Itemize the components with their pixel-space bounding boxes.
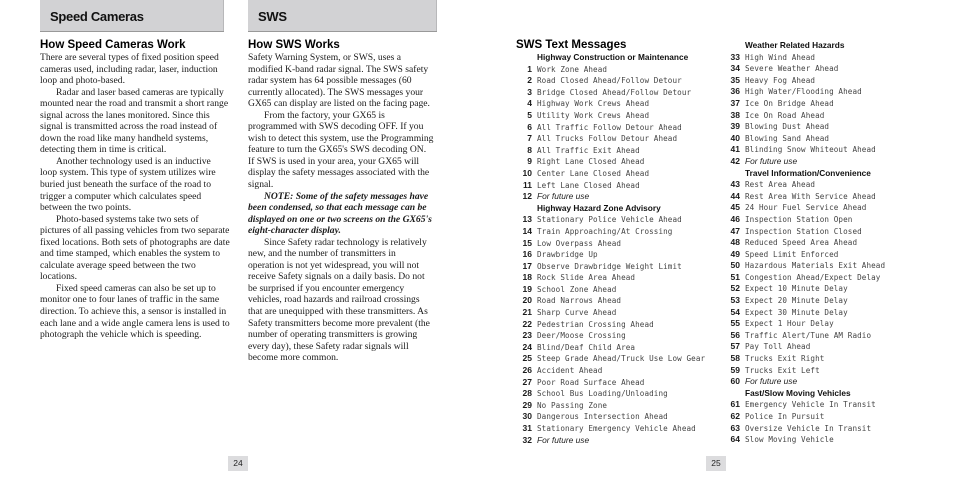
message-row [724, 121, 939, 133]
message-row [724, 63, 939, 75]
message-number: 10 [522, 167, 532, 178]
message-row [516, 122, 721, 134]
message-number: 40 [730, 132, 740, 143]
message-text: Poor Road Surface Ahead [537, 377, 645, 387]
message-text: Rest Area Ahead [745, 180, 816, 190]
sws-note: NOTE: Some of the safety messages have been condensed, so that each message can be displayed on one or two screens on the GX65's eight-character display. [248, 190, 432, 237]
message-category-header: Fast/Slow Moving Vehicles [745, 387, 851, 398]
message-row [516, 353, 721, 365]
speed-cameras-paragraph-4: Photo-based systems take two sets of pictures of all passing vehicles from two separate fixed locations. Both sets of photographs are date and time stamped, which enables the system to calculate average speed between the two locations. [40, 213, 230, 283]
message-text: Expect 20 Minute Delay [745, 296, 848, 306]
message-row [724, 202, 939, 214]
message-text: Severe Weather Ahead [745, 64, 839, 74]
message-number: 15 [522, 237, 532, 248]
message-text: Road Narrows Ahead [537, 296, 622, 306]
message-row [724, 434, 939, 446]
message-row [724, 237, 939, 249]
message-number: 41 [730, 144, 740, 155]
speed-cameras-paragraph-5: Fixed speed cameras can also be set up to monitor one to four lanes of traffic in the same direction. To achieve this, a sensor is installed in each lane and a wide angle camera lens is used to photograph the vehicle which is speeding. [40, 282, 230, 341]
speed-cameras-column [40, 39, 230, 341]
speed-cameras-paragraph-2: Radar and laser based cameras are typically mounted near the road and transmit a short range signal across the lanes monitored. Since this signal is transmitted across the road instead of down the road like many handheld systems, detecting them in time is critical. [40, 86, 229, 156]
sws-messages-heading: SWS Text Messages [516, 39, 627, 51]
message-text: Stationary Police Vehicle Ahead [537, 215, 682, 225]
message-number: 2 [527, 75, 532, 86]
page-number-left: 24 [228, 456, 248, 471]
message-number: 3 [527, 86, 532, 97]
message-number: 9 [527, 156, 532, 167]
message-text: Ice On Road Ahead [745, 110, 825, 120]
message-row [516, 388, 721, 400]
message-row [516, 272, 721, 284]
message-text: Reduced Speed Area Ahead [745, 238, 858, 248]
message-text: Observe Drawbridge Weight Limit [537, 261, 682, 271]
message-row [516, 400, 721, 412]
message-number: 11 [523, 179, 532, 190]
message-text: Accident Ahead [537, 366, 603, 376]
message-text: Blowing Dust Ahead [745, 122, 830, 132]
message-number: 8 [527, 144, 532, 155]
message-text: Dangerous Intersection Ahead [537, 412, 668, 422]
message-text: All Traffic Follow Detour Ahead [537, 122, 682, 132]
message-number: 45 [730, 202, 740, 213]
message-row [516, 110, 721, 122]
message-row [724, 295, 939, 307]
message-number: 51 [730, 271, 740, 282]
sws-paragraph-2: From the factory, your GX65 is programmed with SWS decoding OFF. If you wish to detect this system, use the Programming feature to turn the GX65's SWS decoding ON. If SWS is used in your area, your GX65 will display the safety messages associated with the signal. [248, 109, 434, 191]
message-text: Sharp Curve Ahead [537, 308, 617, 318]
message-text: Right Lane Closed Ahead [537, 157, 645, 167]
message-row [724, 226, 939, 238]
message-row [724, 365, 939, 377]
message-text: Blowing Sand Ahead [745, 133, 830, 143]
message-text: Inspection Station Closed [745, 226, 862, 236]
message-number: 27 [522, 376, 532, 387]
message-number: 35 [730, 74, 740, 85]
message-row [724, 330, 939, 342]
message-number: 60 [730, 376, 740, 387]
message-number: 42 [730, 155, 740, 166]
message-number: 47 [730, 225, 740, 236]
message-text: High Water/Flooding Ahead [745, 87, 862, 97]
message-number: 28 [522, 388, 532, 399]
message-number: 33 [730, 51, 740, 62]
message-text: Pay Toll Ahead [745, 342, 811, 352]
message-number: 59 [730, 364, 740, 375]
message-row [724, 249, 939, 261]
message-text: Center Lane Closed Ahead [537, 168, 650, 178]
message-row [516, 133, 721, 145]
message-text: Steep Grade Ahead/Truck Use Low Gear [537, 354, 706, 364]
message-row [724, 376, 939, 388]
message-row [724, 214, 939, 226]
message-number: 23 [522, 330, 532, 341]
message-text: Expect 30 Minute Delay [745, 307, 848, 317]
sws-messages-list-right [724, 40, 939, 446]
message-number: 55 [730, 318, 740, 329]
message-row [516, 377, 721, 389]
message-number: 34 [730, 63, 740, 74]
message-number: 30 [522, 411, 532, 422]
message-row [724, 423, 939, 435]
speed-cameras-paragraph-3: Another technology used is an inductive loop system. This type of system utilizes wire buried just beneath the surface of the road to trigger a computer which calculates speed between the two points. [40, 155, 216, 214]
sws-tab-title: SWS [258, 9, 287, 24]
message-row [724, 86, 939, 98]
message-future-use: For future use [537, 191, 590, 202]
speed-cameras-tab-title: Speed Cameras [50, 9, 144, 24]
message-number: 6 [527, 121, 532, 132]
message-text: Highway Work Crews Ahead [537, 99, 650, 109]
message-text: Heavy Fog Ahead [745, 75, 816, 85]
message-text: Drawbridge Up [537, 250, 598, 260]
message-number: 38 [730, 109, 740, 120]
message-future-use: For future use [745, 376, 798, 387]
message-row [516, 87, 721, 99]
message-number: 53 [730, 295, 740, 306]
message-row [516, 342, 721, 354]
message-text: Low Overpass Ahead [537, 238, 622, 248]
message-text: Traffic Alert/Tune AM Radio [745, 330, 872, 340]
message-number: 54 [730, 306, 740, 317]
message-category-header: Highway Construction or Maintenance [537, 52, 689, 62]
message-row [516, 319, 721, 331]
message-row [516, 284, 721, 296]
message-row [724, 156, 939, 168]
message-number: 13 [522, 214, 532, 225]
speed-cameras-heading: How Speed Cameras Work [40, 39, 186, 51]
message-row [516, 156, 721, 168]
message-row [724, 133, 939, 145]
message-row [516, 307, 721, 319]
message-row [724, 110, 939, 122]
message-row [724, 144, 939, 156]
message-text: Blind/Deaf Child Area [537, 342, 636, 352]
message-text: Speed Limit Enforced [745, 249, 839, 259]
page-number-right: 25 [706, 456, 726, 471]
message-number: 32 [522, 434, 532, 445]
message-row [516, 226, 721, 238]
message-number: 21 [522, 307, 532, 318]
sws-paragraph-1: Safety Warning System, or SWS, uses a modified K-band radar signal. The SWS safety radar system has 64 possible messages (60 currently allocated). The SWS messages your GX65 can display are listed on the facing page. [248, 52, 430, 110]
message-text: Slow Moving Vehicle [745, 435, 834, 445]
message-number: 1 [527, 63, 532, 74]
message-text: Left Lane Closed Ahead [537, 180, 640, 190]
message-text: Trucks Exit Left [745, 365, 820, 375]
message-number: 48 [730, 237, 740, 248]
message-text: Emergency Vehicle In Transit [745, 400, 876, 410]
message-number: 52 [730, 283, 740, 294]
message-text: Congestion Ahead/Expect Delay [745, 272, 881, 282]
speed-cameras-paragraph-1: There are several types of fixed position speed cameras used, including radar, laser, induction loop and photo-based. [40, 52, 219, 87]
message-row [724, 191, 939, 203]
message-row [516, 180, 721, 192]
message-number: 7 [527, 133, 532, 144]
message-row [516, 64, 721, 76]
message-row [516, 75, 721, 87]
message-number: 63 [730, 422, 740, 433]
message-row [724, 98, 939, 110]
message-text: School Bus Loading/Unloading [537, 389, 668, 399]
message-number: 26 [522, 365, 532, 376]
message-text: Expect 1 Hour Delay [745, 319, 834, 329]
message-row [724, 411, 939, 423]
message-row [516, 168, 721, 180]
message-text: Deer/Moose Crossing [537, 331, 626, 341]
message-text: High Wind Ahead [745, 52, 816, 62]
message-text: Bridge Closed Ahead/Follow Detour [537, 87, 692, 97]
message-text: All Trucks Follow Detour Ahead [537, 134, 678, 144]
message-row [516, 295, 721, 307]
message-row [516, 145, 721, 157]
message-number: 18 [522, 272, 532, 283]
message-row [724, 272, 939, 284]
message-text: Utility Work Crews Ahead [537, 110, 650, 120]
message-row [724, 318, 939, 330]
message-row [516, 330, 721, 342]
sws-column [248, 39, 434, 364]
message-number: 29 [522, 399, 532, 410]
message-text: Hazardous Materials Exit Ahead [745, 261, 886, 271]
message-number: 20 [522, 295, 532, 306]
message-number: 25 [522, 353, 532, 364]
message-row [724, 353, 939, 365]
message-number: 57 [730, 341, 740, 352]
message-row [724, 75, 939, 87]
message-text: Train Approaching/At Crossing [537, 226, 673, 236]
message-number: 24 [522, 341, 532, 352]
message-text: All Traffic Exit Ahead [537, 145, 640, 155]
message-number: 37 [730, 97, 740, 108]
message-text: Road Closed Ahead/Follow Detour [537, 76, 682, 86]
message-number: 50 [730, 260, 740, 271]
message-row [516, 214, 721, 226]
message-number: 16 [522, 249, 532, 260]
message-text: Work Zone Ahead [537, 64, 608, 74]
message-number: 49 [730, 248, 740, 259]
sws-heading: How SWS Works [248, 39, 340, 51]
message-text: Inspection Station Open [745, 214, 853, 224]
message-text: Ice On Bridge Ahead [745, 98, 834, 108]
message-number: 44 [730, 190, 740, 201]
message-number: 5 [527, 109, 532, 120]
message-number: 46 [730, 213, 740, 224]
message-number: 62 [730, 411, 740, 421]
message-text: No Passing Zone [537, 400, 608, 410]
message-future-use: For future use [537, 434, 590, 445]
message-row [724, 283, 939, 295]
message-text: Rock Slide Area Ahead [537, 273, 636, 283]
sws-rule [248, 31, 437, 32]
message-number: 36 [730, 86, 740, 97]
message-number: 39 [730, 121, 740, 132]
message-text: School Zone Ahead [537, 284, 617, 294]
message-row [724, 307, 939, 319]
speed-cameras-rule [40, 31, 224, 32]
message-text: Expect 10 Minute Delay [745, 284, 848, 294]
message-category-header: Weather Related Hazards [745, 40, 845, 50]
message-category-header: Travel Information/Convenience [745, 167, 871, 178]
message-row [516, 238, 721, 250]
message-row [516, 411, 721, 423]
message-text: Rest Area With Service Ahead [745, 191, 876, 201]
message-number: 14 [522, 225, 532, 236]
message-category-header: Highway Hazard Zone Advisory [537, 202, 661, 213]
message-row [516, 423, 721, 435]
message-number: 31 [522, 423, 532, 433]
message-number: 58 [730, 353, 740, 364]
message-row [516, 98, 721, 110]
message-number: 56 [730, 329, 740, 340]
message-row [516, 191, 721, 203]
message-number: 43 [730, 179, 740, 190]
message-row [516, 249, 721, 261]
message-text: Police In Pursuit [745, 412, 825, 421]
message-number: 19 [522, 283, 532, 294]
message-row [724, 341, 939, 353]
message-row [516, 365, 721, 377]
message-row [724, 399, 939, 411]
sws-tab [248, 0, 437, 31]
message-future-use: For future use [745, 155, 798, 166]
message-number: 4 [527, 98, 532, 109]
message-text: Trucks Exit Right [745, 354, 825, 364]
message-text: Blinding Snow Whiteout Ahead [745, 145, 876, 155]
message-number: 17 [522, 260, 532, 271]
message-text: Oversize Vehicle In Transit [745, 423, 872, 433]
message-row [724, 260, 939, 272]
message-text: Pedestrian Crossing Ahead [537, 319, 654, 329]
message-number: 12 [522, 191, 532, 202]
message-number: 22 [522, 318, 532, 329]
message-row [516, 261, 721, 273]
message-text: 24 Hour Fuel Service Ahead [745, 203, 867, 213]
message-number: 64 [730, 434, 740, 445]
message-row [724, 179, 939, 191]
message-row [724, 52, 939, 64]
speed-cameras-tab [40, 0, 224, 31]
sws-messages-list-left [516, 52, 721, 446]
message-row [516, 435, 721, 447]
message-number: 61 [730, 399, 740, 410]
message-text: Stationary Emergency Vehicle Ahead [537, 424, 696, 433]
sws-closing-paragraph: Since Safety radar technology is relatively new, and the number of transmitters in operation is not yet widespread, you will not receive Safety signals on a daily basis. Do not be surprised if you encounter emergency vehicles, road hazards and railroad crossings that are unequipped with these transmitters. As Safety transmitters become more prevalent (the number of operating transmitters is growing every day), these Safety radar signals will become more common. [248, 236, 430, 364]
